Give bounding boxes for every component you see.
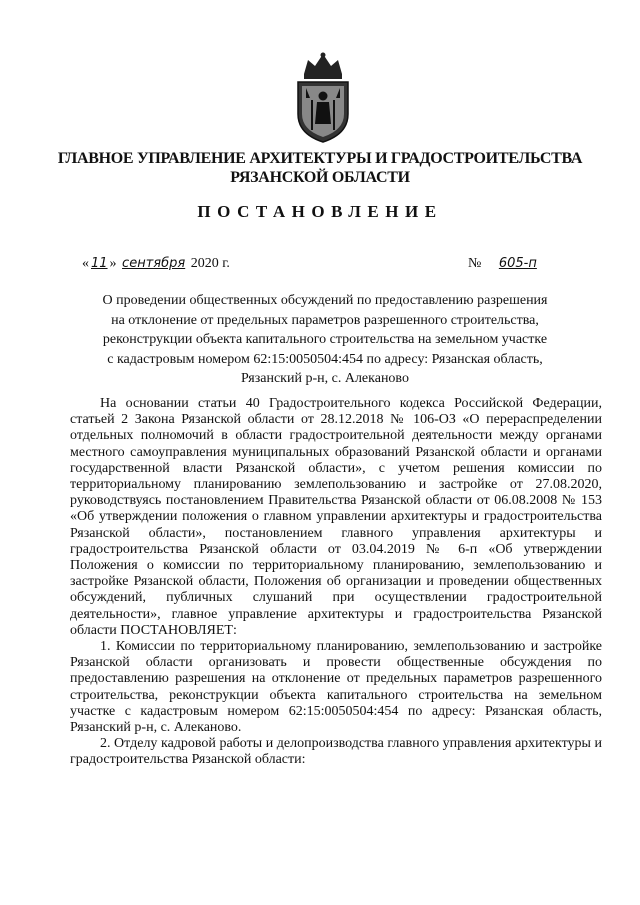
date-open-quote: « — [82, 256, 89, 271]
coat-of-arms-icon — [290, 52, 356, 144]
org-name-line1: ГЛАВНОЕ УПРАВЛЕНИЕ АРХИТЕКТУРЫ И ГРАДОСТРОИТЕЛЬСТВА — [57, 150, 583, 167]
paragraph-item-2: 2. Отделу кадровой работы и делопроизводства главного управления архитектуры и градостроительства Рязанской области: — [70, 736, 602, 768]
document-date — [82, 256, 230, 272]
date-month: сентября — [122, 256, 186, 271]
document-number — [468, 256, 551, 272]
document-subject — [70, 291, 580, 389]
date-year: 2020 г. — [190, 256, 230, 271]
subject-line: Рязанский р-н, с. Алеканово — [241, 371, 409, 386]
document-type-title: ПОСТАНОВЛЕНИЕ — [197, 202, 443, 221]
paragraph-preamble: На основании статьи 40 Градостроительного кодекса Российской Федерации, статьей 2 Закона Рязанской области от 28.12.2018 № 106-ОЗ «О перераспределении отдельных полномочий в области градостроительной деятельности между органами местного самоуправления муниципальных образований Рязанской области и органами государственной власти Рязанской области», с учетом решения комиссии по территориальному планированию землепользованию и застройке от 27.08.2020, руководствуясь постановлением Правительства Рязанской области от 06.08.2008 № 153 «Об утверждении положения о главном управлении архитектуры и градостроительства Рязанской области», постановлением главного управления архитектуры и градостроительства Рязанской области от 03.04.2019 № 6-п «Об утверждении Положения о комиссии по территориальному планированию, землепользованию и застройке Рязанской области, Положения об организации и проведении общественных обсуждений, публичных слушаний при осуществлении градостроительной деятельности», главное управление архитектуры и градостроительства Рязанской области ПОСТАНОВЛЯЕТ: — [70, 396, 602, 638]
subject-line: реконструкции объекта капитального строительства на земельном участке — [102, 332, 548, 347]
date-close-quote: » — [109, 256, 117, 271]
number-value: 605-п — [498, 256, 537, 271]
paragraph-item-1: 1. Комиссии по территориальному планированию, землепользованию и застройке Рязанской области организовать и провести общественные обсуждения по предоставлению разрешения на отклонение от предельных параметров разрешенного строительства, реконструкции объекта капитального строительства на земельном участке с кадастровым номером 62:15:0050504:454 по адресу: Рязанская область, Рязанский р-н, с. Алеканово. — [70, 639, 602, 736]
subject-line: с кадастровым номером 62:15:0050504:454 по адресу: Рязанская область, — [107, 351, 543, 367]
document-body — [70, 396, 602, 769]
number-label: № — [468, 256, 482, 271]
subject-line: на отклонение от предельных параметров разрешенного строительства, — [111, 312, 539, 328]
date-day: 11 — [91, 256, 108, 271]
subject-line: О проведении общественных обсуждений по предоставлению разрешения — [102, 293, 548, 308]
org-name-line2: РЯЗАНСКОЙ ОБЛАСТИ — [230, 169, 410, 186]
